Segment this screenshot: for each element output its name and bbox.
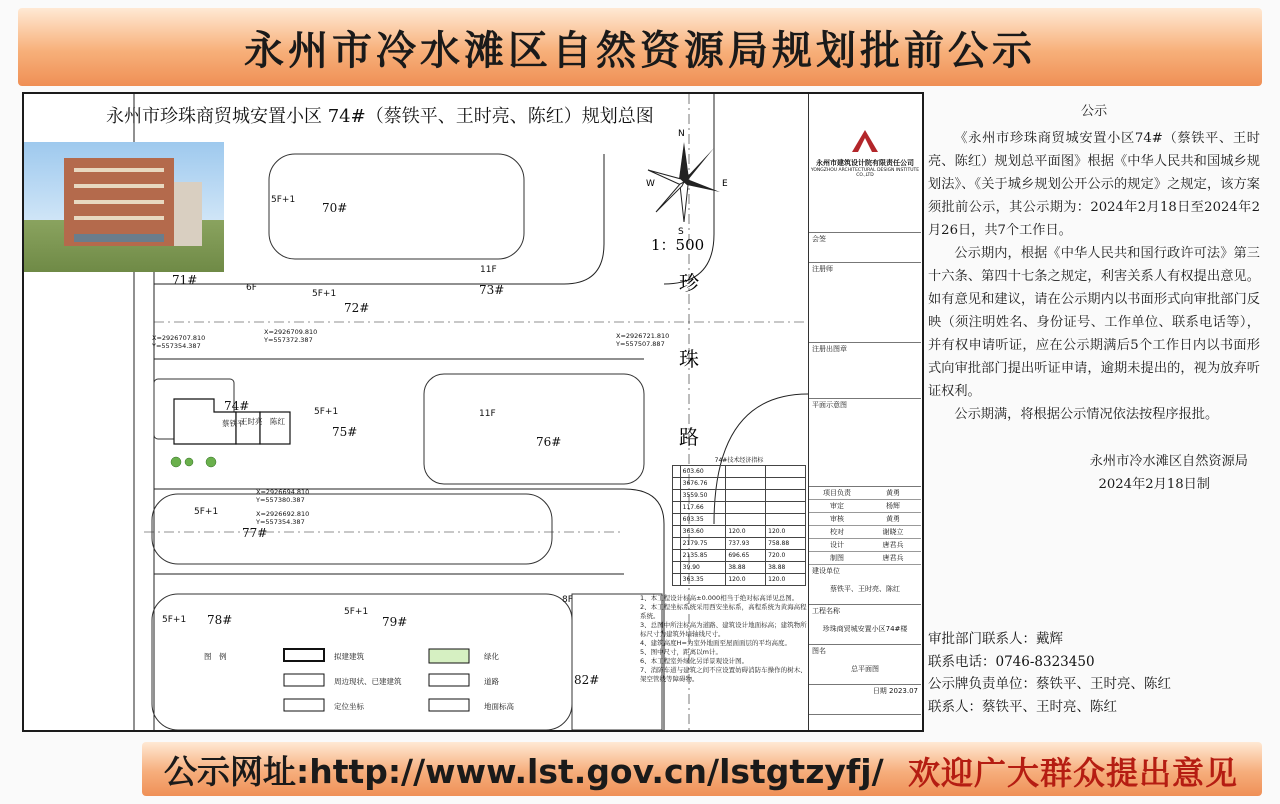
coord-label: X=2926721.810 [616,332,670,340]
company-name: 永州市建筑设计院有限责任公司 [816,159,914,167]
coord-label: X=2926694.810 [256,488,310,496]
scale-label: 1：500 [651,236,705,254]
stamp-label: 注册出图章 [809,343,921,399]
floor-label: 8F [562,595,573,605]
floor-label: 5F+1 [271,195,296,205]
countersign-label: 会签 [809,233,921,263]
compass-w: W [646,179,655,189]
legend [204,649,514,711]
floor-label: 5F+1 [194,507,219,517]
site-plan-drawing [22,92,924,732]
building-label: 77# [242,526,268,540]
legend-item: 道路 [484,677,499,686]
coord-label: Y=557354.387 [152,342,201,350]
legend-item: 周边现状、已建建筑 [334,677,402,686]
owner-label: 陈红 [270,417,285,426]
company-name-en: YONGZHOU ARCHITECTURAL DESIGN INSTITUTE CO.,LTD [810,168,920,178]
building-rendering-image [24,142,224,272]
developer-name: 蔡铁平、王时亮、陈红 [830,585,900,593]
legend-item: 定位坐标 [334,702,364,711]
floor-label: 5F+1 [312,289,337,299]
floor-label: 5F+1 [344,607,369,617]
legend-item: 绿化 [484,652,499,661]
owner-label: 蔡铁平 [222,419,245,428]
contact-person: 联系人：蔡铁平、王时亮、陈红 [928,698,1117,715]
header-banner [18,8,1262,86]
building-label: 71# [172,273,198,287]
issue-date: 2024年2月18日制 [1098,477,1210,492]
contact-phone: 联系电话：0746-8323450 [928,653,1095,670]
registered-label: 注册师 [809,263,921,343]
notice-paragraph-1: 《永州市珍珠商贸城安置小区74#（蔡铁平、王时亮、陈红）规划总平面图》根据《中华人民共和国城乡规划法》、《关于城乡规划公开公示的规定》之规定，该方案须批前公示，其公示期为：2024年2月18日至2024年2月26日，共7个工作日。 [928,131,1260,238]
company-logo-icon [850,128,880,154]
responsible-unit: 公示牌负责单位：蔡铁平、王时亮、陈红 [928,676,1171,692]
title-block: 永州市建筑设计院有限责任公司 YONGZHOU ARCHITECTURAL DESIGN INSTITUTE CO.,LTD 会签 注册师 注册出图章 平面示意图 项目负责 黄勇 审定 杨辉 审核 黄勇 校对 谢晓立 设计 唐君兵 制图 唐君兵 建设单位 蔡铁平、王时亮、陈红 工程名称 珍珠商贸城安置小区74#楼 图名 总平面图 日期 2023.07 [808,94,921,730]
building-label: 78# [207,613,233,627]
issuing-org: 永州市冷水滩区自然资源局 [1089,454,1248,469]
project-name: 珍珠商贸城安置小区74#楼 [822,625,908,633]
coord-label: Y=557354.387 [256,518,305,526]
building-label: 70# [322,201,348,215]
drawing-date: 2023.07 [889,687,918,695]
website-url[interactable]: 公示网址:http://www.lst.gov.cn/lstgtzyfj/ [164,752,884,791]
owner-label: 王时亮 [240,417,263,426]
building-label: 74# [224,399,250,413]
coord-label: X=2926692.810 [256,510,310,518]
notice-heading: 公示 [1080,104,1108,119]
coord-label: Y=557372.387 [264,336,313,344]
tech-table-title: 74#技术经济指标 [714,457,764,464]
legend-item: 拟建建筑 [334,652,364,661]
compass-icon [648,142,720,222]
floor-label: 11F [480,265,497,275]
notice-paragraph-3: 公示期满，将根据公示情况依法按程序报批。 [954,407,1219,422]
tech-indicator-table: 74#技术经济指标 603.60 3676.76 3559.50 117.66 603.35 363.60 120.0 120.0 2179.75 737.93 758.88 2135.85 696.65 720.0 39.90 38.88 38.88 363.35 120.0 120.0 [672,454,806,586]
compass-e: E [722,179,728,189]
building-label: 76# [536,435,562,449]
floor-label: 5F+1 [162,615,187,625]
design-notes: 1、本工程设计标高±0.000相当于绝对标高详见总图。 2、本工程坐标系统采用西安坐标系，高程系统为黄海高程系统。 3、总图中所注标高为道路、建筑设计地面标高；建筑物所标尺寸为建筑外墙轴线尺寸。 4、建筑高度H=为室外地面至屋面面层的平均高度。 5、图中尺寸，距离以m计。 6、本工程室外绿化另详景观设计图。 7、消防车道与建筑之间不应设置妨碍消防车操作的树木、架空管线等障碍物。 [640,594,807,683]
legend-item: 地面标高 [484,702,514,711]
floor-label: 11F [479,409,496,419]
building-label: 79# [382,615,408,629]
coord-label: Y=557380.387 [256,496,305,504]
key-plan-label: 平面示意图 [809,399,921,487]
compass-s: S [678,227,684,237]
building-label: 73# [479,283,505,297]
road-char-1: 珍 [679,271,699,295]
legend-title: 图 例 [204,652,227,661]
road-char-2: 珠 [679,347,699,371]
notice-paragraph-2: 公示期内，根据《中华人民共和国行政许可法》第三十六条、第四十七条之规定，利害关系人有权提出意见。如有意见和建议，请在公示期内以书面形式向审批部门反映（须注明姓名、身份证号、工作单位、联系电话等），并有权申请听证，应在公示期满后5个工作日内以书面形式向审批部门提出听证申请，逾期未提出的，视为放弃听证权利。 [928,246,1260,399]
page-title: 永州市冷水滩区自然资源局规划批前公示 [244,26,1036,74]
coord-label: Y=557507.887 [616,340,665,348]
plan-title: 永州市珍珠商贸城安置小区 74#（蔡铁平、王时亮、陈红）规划总图 [106,106,654,127]
building-label: 72# [344,301,370,315]
coord-label: X=2926709.810 [264,328,318,336]
welcome-slogan: 欢迎广大群众提出意见 [907,754,1238,792]
road-char-3: 路 [679,425,699,449]
drawing-name: 总平面图 [851,665,879,673]
floor-label: 5F+1 [314,407,339,417]
floor-label: 6F [246,283,257,293]
building-label: 75# [332,425,358,439]
approver-contact: 审批部门联系人：戴辉 [928,631,1063,647]
contact-info [928,628,1260,718]
road-edge [154,489,664,730]
compass-n: N [678,129,685,139]
coord-label: X=2926707.810 [152,334,206,342]
building-label: 82# [574,673,600,687]
footer-banner [142,742,1262,796]
